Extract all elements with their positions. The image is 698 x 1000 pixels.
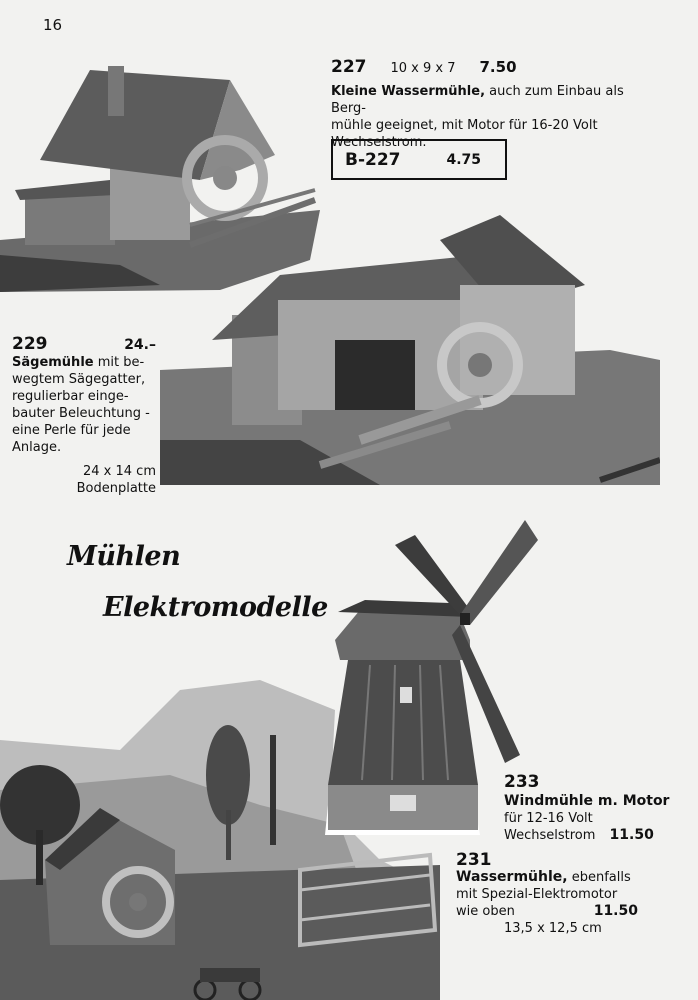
heading-elektromodelle: Elektromodelle [103,592,328,623]
item-227-desc-2: mühle geeignet, mit Motor für 16-20 Volt [331,118,598,133]
item-229-desc-5: eine Perle für jede [12,423,131,438]
item-231-name: Wassermühle, [456,869,568,885]
item-229-desc-4: bauter Beleuchtung - [12,406,150,421]
heading-muehlen: Mühlen [67,541,181,572]
item-229-desc-2: wegtem Sägegatter, [12,372,146,387]
item-231-price: 11.50 [593,903,638,919]
item-231-desc-2: mit Spezial-Elektromotor [456,887,618,902]
item-231-desc-3: wie oben [456,904,515,919]
item-233-desc-2: Wechselstrom [504,828,596,843]
item-233-name: Windmühle m. Motor [504,793,670,809]
item-229-desc-1: mit be- [97,355,145,370]
variant-b227-price: 4.75 [446,151,482,168]
page-number: 16 [43,16,63,34]
variant-b227-number: B-227 [345,149,401,170]
item-227-desc-3: Wechselstrom. [331,135,427,150]
item-227-desc-1: auch zum Einbau als Berg- [331,84,624,116]
item-229-dims: 24 x 14 cm [83,464,156,479]
item-231-desc-1: ebenfalls [571,870,631,885]
item-227-number: 227 [331,57,367,77]
item-229-name: Sägemühle [12,355,94,370]
item-233-number: 233 [504,772,540,792]
saw-mill-229-photo [160,210,660,490]
item-231-number: 231 [456,850,492,870]
item-229-dims-note: Bodenplatte [76,481,156,496]
item-233-desc-1: für 12-16 Volt [504,811,593,826]
item-229-desc-3: regulierbar einge- [12,389,129,404]
item-231-dims: 13,5 x 12,5 cm [504,921,602,936]
item-233-price: 11.50 [609,827,654,843]
item-229-price: 24.– [124,337,156,353]
variant-b227-box [331,139,507,180]
item-227-name: Kleine Wassermühle, [331,84,486,99]
item-227-dims: 10 x 9 x 7 [390,61,456,76]
item-229-desc-6: Anlage. [12,440,62,455]
item-227-price: 7.50 [479,58,517,76]
item-229-number: 229 [12,334,48,354]
